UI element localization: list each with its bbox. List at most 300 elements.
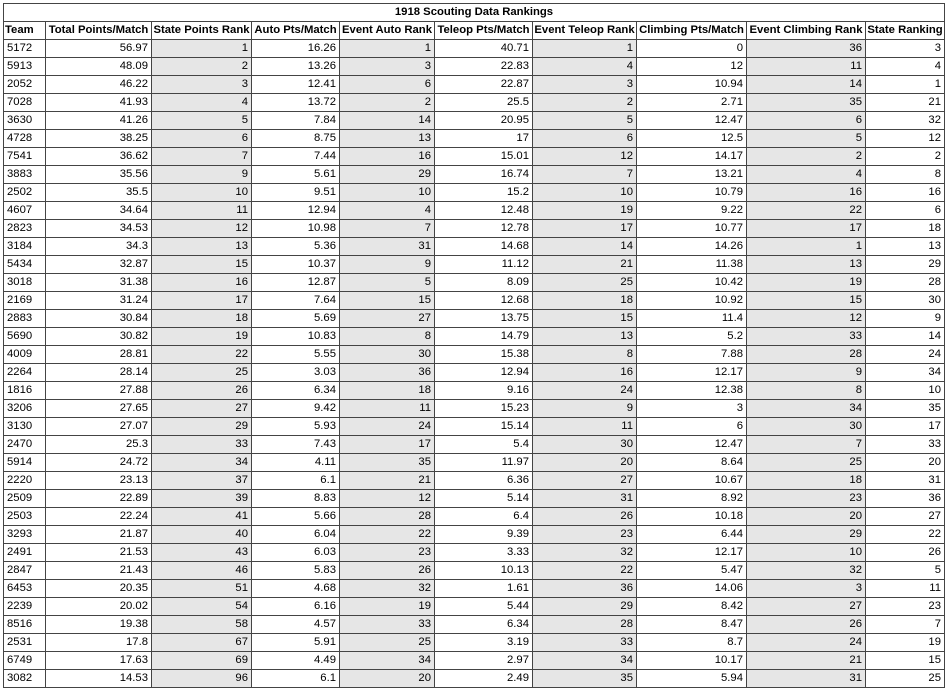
table-cell[interactable]: 31 (747, 670, 866, 688)
table-cell[interactable]: 32 (533, 544, 637, 562)
table-cell[interactable]: 6.16 (252, 598, 340, 616)
table-cell[interactable]: 35 (340, 454, 435, 472)
table-cell[interactable]: 20.02 (46, 598, 152, 616)
table-cell[interactable]: 14 (533, 238, 637, 256)
table-cell[interactable]: 33 (866, 436, 945, 454)
table-cell[interactable]: 41.26 (46, 112, 152, 130)
table-cell[interactable]: 17 (152, 292, 252, 310)
table-row[interactable] (4, 508, 945, 526)
table-cell[interactable]: 3 (747, 580, 866, 598)
table-cell[interactable]: 9.51 (252, 184, 340, 202)
table-cell[interactable]: 29 (152, 418, 252, 436)
table-cell[interactable]: 32 (866, 112, 945, 130)
table-row[interactable] (4, 526, 945, 544)
table-row[interactable] (4, 274, 945, 292)
table-cell[interactable]: 10.79 (637, 184, 747, 202)
table-cell[interactable]: 34 (533, 652, 637, 670)
table-cell[interactable]: 35.56 (46, 166, 152, 184)
table-cell[interactable]: 13 (340, 130, 435, 148)
table-cell[interactable]: 25.3 (46, 436, 152, 454)
table-cell[interactable]: 12 (152, 220, 252, 238)
table-cell[interactable]: 7.84 (252, 112, 340, 130)
table-cell[interactable]: 8 (533, 346, 637, 364)
table-row[interactable] (4, 94, 945, 112)
table-cell[interactable]: 9 (152, 166, 252, 184)
table-cell[interactable]: 1 (866, 76, 945, 94)
table-row[interactable] (4, 544, 945, 562)
table-row[interactable] (4, 220, 945, 238)
table-cell[interactable]: 28 (533, 616, 637, 634)
table-cell[interactable]: 14.53 (46, 670, 152, 688)
table-cell[interactable]: 2 (340, 94, 435, 112)
table-cell[interactable]: 35 (533, 670, 637, 688)
table-cell[interactable]: 36 (866, 490, 945, 508)
table-cell[interactable]: 14 (340, 112, 435, 130)
table-cell[interactable]: 18 (747, 472, 866, 490)
table-cell[interactable]: 12 (533, 148, 637, 166)
table-cell[interactable]: 27 (152, 400, 252, 418)
table-cell[interactable]: 13.72 (252, 94, 340, 112)
table-cell[interactable]: 15.01 (435, 148, 533, 166)
table-cell[interactable]: 2491 (4, 544, 46, 562)
table-cell[interactable]: 10.37 (252, 256, 340, 274)
table-cell[interactable]: 17 (747, 220, 866, 238)
table-cell[interactable]: 34 (747, 400, 866, 418)
table-cell[interactable]: 2502 (4, 184, 46, 202)
table-cell[interactable]: 24.72 (46, 454, 152, 472)
table-cell[interactable]: 3 (533, 76, 637, 94)
table-row[interactable] (4, 580, 945, 598)
table-cell[interactable]: 21 (747, 652, 866, 670)
table-cell[interactable]: 1816 (4, 382, 46, 400)
table-cell[interactable]: 4607 (4, 202, 46, 220)
table-cell[interactable]: 13 (533, 328, 637, 346)
table-cell[interactable]: 8516 (4, 616, 46, 634)
table-cell[interactable]: 19 (866, 634, 945, 652)
table-cell[interactable]: 8.75 (252, 130, 340, 148)
table-cell[interactable]: 12.41 (252, 76, 340, 94)
table-cell[interactable]: 22.83 (435, 58, 533, 76)
table-cell[interactable]: 41 (152, 508, 252, 526)
table-cell[interactable]: 14.17 (637, 148, 747, 166)
table-cell[interactable]: 26 (533, 508, 637, 526)
table-cell[interactable]: 25 (340, 634, 435, 652)
table-cell[interactable]: 6453 (4, 580, 46, 598)
table-cell[interactable]: 3 (152, 76, 252, 94)
table-cell[interactable]: 3883 (4, 166, 46, 184)
table-cell[interactable]: 54 (152, 598, 252, 616)
table-cell[interactable]: 12.17 (637, 364, 747, 382)
table-cell[interactable]: 35 (747, 94, 866, 112)
table-cell[interactable]: 9 (747, 364, 866, 382)
table-row[interactable] (4, 130, 945, 148)
table-cell[interactable]: 31 (340, 238, 435, 256)
table-row[interactable] (4, 598, 945, 616)
table-cell[interactable]: 8.92 (637, 490, 747, 508)
table-cell[interactable]: 13.21 (637, 166, 747, 184)
table-cell[interactable]: 10.13 (435, 562, 533, 580)
table-cell[interactable]: 10.42 (637, 274, 747, 292)
table-cell[interactable]: 10.98 (252, 220, 340, 238)
table-row[interactable] (4, 256, 945, 274)
table-row[interactable] (4, 634, 945, 652)
table-cell[interactable]: 37 (152, 472, 252, 490)
table-row[interactable] (4, 58, 945, 76)
table-cell[interactable]: 27.88 (46, 382, 152, 400)
table-cell[interactable]: 5690 (4, 328, 46, 346)
table-cell[interactable]: 4 (866, 58, 945, 76)
table-cell[interactable]: 10.92 (637, 292, 747, 310)
table-cell[interactable]: 39 (152, 490, 252, 508)
table-cell[interactable]: 21.53 (46, 544, 152, 562)
table-cell[interactable]: 4009 (4, 346, 46, 364)
table-row[interactable] (4, 436, 945, 454)
table-cell[interactable]: 5.66 (252, 508, 340, 526)
table-cell[interactable]: 9.39 (435, 526, 533, 544)
table-cell[interactable]: 22 (340, 526, 435, 544)
table-row[interactable] (4, 418, 945, 436)
table-cell[interactable]: 19 (533, 202, 637, 220)
table-cell[interactable]: 11 (866, 580, 945, 598)
table-cell[interactable]: 15 (533, 310, 637, 328)
table-cell[interactable]: 20 (747, 508, 866, 526)
table-cell[interactable]: 9.22 (637, 202, 747, 220)
table-cell[interactable]: 8.42 (637, 598, 747, 616)
table-cell[interactable]: 25 (747, 454, 866, 472)
table-cell[interactable]: 16 (747, 184, 866, 202)
table-cell[interactable]: 3082 (4, 670, 46, 688)
table-cell[interactable]: 12 (637, 58, 747, 76)
table-cell[interactable]: 24 (747, 634, 866, 652)
table-cell[interactable]: 3018 (4, 274, 46, 292)
table-cell[interactable]: 14.79 (435, 328, 533, 346)
table-cell[interactable]: 51 (152, 580, 252, 598)
table-cell[interactable]: 35.5 (46, 184, 152, 202)
table-cell[interactable]: 5434 (4, 256, 46, 274)
table-cell[interactable]: 20 (340, 670, 435, 688)
table-cell[interactable]: 1.61 (435, 580, 533, 598)
table-cell[interactable]: 6.1 (252, 472, 340, 490)
table-cell[interactable]: 4 (340, 202, 435, 220)
table-cell[interactable]: 41.93 (46, 94, 152, 112)
table-cell[interactable]: 4 (533, 58, 637, 76)
table-cell[interactable]: 27 (533, 472, 637, 490)
table-cell[interactable]: 3.19 (435, 634, 533, 652)
table-cell[interactable]: 7028 (4, 94, 46, 112)
table-cell[interactable]: 21 (533, 256, 637, 274)
table-cell[interactable]: 5 (533, 112, 637, 130)
table-row[interactable] (4, 328, 945, 346)
table-cell[interactable]: 5.2 (637, 328, 747, 346)
table-cell[interactable]: 3184 (4, 238, 46, 256)
table-cell[interactable]: 7541 (4, 148, 46, 166)
table-cell[interactable]: 6.03 (252, 544, 340, 562)
table-cell[interactable]: 2 (747, 148, 866, 166)
table-cell[interactable]: 10.83 (252, 328, 340, 346)
table-cell[interactable]: 29 (747, 526, 866, 544)
table-cell[interactable]: 46 (152, 562, 252, 580)
table-cell[interactable]: 6.04 (252, 526, 340, 544)
table-cell[interactable]: 16.26 (252, 40, 340, 58)
table-cell[interactable]: 30.82 (46, 328, 152, 346)
table-cell[interactable]: 27 (340, 310, 435, 328)
table-cell[interactable]: 2.71 (637, 94, 747, 112)
table-cell[interactable]: 8 (747, 382, 866, 400)
table-cell[interactable]: 4.49 (252, 652, 340, 670)
table-cell[interactable]: 10.77 (637, 220, 747, 238)
table-cell[interactable]: 2 (533, 94, 637, 112)
table-cell[interactable]: 7.88 (637, 346, 747, 364)
table-cell[interactable]: 22.89 (46, 490, 152, 508)
table-cell[interactable]: 10.67 (637, 472, 747, 490)
table-cell[interactable]: 29 (340, 166, 435, 184)
table-cell[interactable]: 9.16 (435, 382, 533, 400)
table-cell[interactable]: 6 (637, 418, 747, 436)
table-cell[interactable]: 27.07 (46, 418, 152, 436)
table-cell[interactable]: 36 (533, 580, 637, 598)
table-cell[interactable]: 0 (637, 40, 747, 58)
table-cell[interactable]: 67 (152, 634, 252, 652)
table-cell[interactable]: 10 (152, 184, 252, 202)
table-cell[interactable]: 5.44 (435, 598, 533, 616)
table-cell[interactable]: 15.2 (435, 184, 533, 202)
table-cell[interactable]: 3630 (4, 112, 46, 130)
table-cell[interactable]: 34.53 (46, 220, 152, 238)
table-cell[interactable]: 19 (747, 274, 866, 292)
table-cell[interactable]: 2.97 (435, 652, 533, 670)
table-cell[interactable]: 17.63 (46, 652, 152, 670)
table-cell[interactable]: 58 (152, 616, 252, 634)
table-cell[interactable]: 30 (866, 292, 945, 310)
table-cell[interactable]: 1 (533, 40, 637, 58)
table-cell[interactable]: 34 (340, 652, 435, 670)
table-row[interactable] (4, 346, 945, 364)
table-cell[interactable]: 27.65 (46, 400, 152, 418)
table-cell[interactable]: 19 (152, 328, 252, 346)
table-cell[interactable]: 29 (533, 598, 637, 616)
table-cell[interactable]: 8 (866, 166, 945, 184)
table-cell[interactable]: 26 (340, 562, 435, 580)
column-header[interactable]: Auto Pts/Match (252, 22, 340, 40)
table-cell[interactable]: 10.18 (637, 508, 747, 526)
table-row[interactable] (4, 310, 945, 328)
column-header[interactable]: Event Climbing Rank (747, 22, 866, 40)
table-cell[interactable]: 34.3 (46, 238, 152, 256)
table-cell[interactable]: 5.91 (252, 634, 340, 652)
table-cell[interactable]: 11 (747, 58, 866, 76)
table-cell[interactable]: 14 (747, 76, 866, 94)
table-cell[interactable]: 6 (533, 130, 637, 148)
table-cell[interactable]: 9.42 (252, 400, 340, 418)
column-header[interactable]: Teleop Pts/Match (435, 22, 533, 40)
table-cell[interactable]: 34 (866, 364, 945, 382)
table-row[interactable] (4, 400, 945, 418)
table-cell[interactable]: 31 (533, 490, 637, 508)
table-cell[interactable]: 3 (340, 58, 435, 76)
table-cell[interactable]: 6749 (4, 652, 46, 670)
table-cell[interactable]: 30 (747, 418, 866, 436)
table-cell[interactable]: 3130 (4, 418, 46, 436)
table-cell[interactable]: 17 (340, 436, 435, 454)
table-cell[interactable]: 26 (866, 544, 945, 562)
table-cell[interactable]: 22 (747, 202, 866, 220)
table-cell[interactable]: 7.64 (252, 292, 340, 310)
table-cell[interactable]: 33 (152, 436, 252, 454)
table-cell[interactable]: 38.25 (46, 130, 152, 148)
table-cell[interactable]: 16 (152, 274, 252, 292)
table-cell[interactable]: 3.03 (252, 364, 340, 382)
table-cell[interactable]: 5.61 (252, 166, 340, 184)
table-row[interactable] (4, 382, 945, 400)
table-cell[interactable]: 24 (533, 382, 637, 400)
table-cell[interactable]: 48.09 (46, 58, 152, 76)
table-cell[interactable]: 40 (152, 526, 252, 544)
table-cell[interactable]: 18 (152, 310, 252, 328)
table-cell[interactable]: 30 (340, 346, 435, 364)
column-header[interactable]: Team (4, 22, 46, 40)
table-cell[interactable]: 12.94 (252, 202, 340, 220)
table-cell[interactable]: 22.24 (46, 508, 152, 526)
column-header[interactable]: Climbing Pts/Match (637, 22, 747, 40)
table-cell[interactable]: 8.7 (637, 634, 747, 652)
table-cell[interactable]: 5.14 (435, 490, 533, 508)
table-cell[interactable]: 6.36 (435, 472, 533, 490)
table-cell[interactable]: 23 (340, 544, 435, 562)
table-cell[interactable]: 8.64 (637, 454, 747, 472)
table-cell[interactable]: 34.64 (46, 202, 152, 220)
table-cell[interactable]: 15 (866, 652, 945, 670)
table-cell[interactable]: 6.34 (252, 382, 340, 400)
table-cell[interactable]: 15 (340, 292, 435, 310)
column-header[interactable]: Total Points/Match (46, 22, 152, 40)
table-cell[interactable]: 25 (152, 364, 252, 382)
table-cell[interactable]: 2220 (4, 472, 46, 490)
table-cell[interactable]: 11 (152, 202, 252, 220)
table-cell[interactable]: 17 (866, 418, 945, 436)
table-row[interactable] (4, 184, 945, 202)
column-header[interactable]: Event Teleop Rank (533, 22, 637, 40)
table-cell[interactable]: 7.44 (252, 148, 340, 166)
table-cell[interactable]: 20.35 (46, 580, 152, 598)
table-cell[interactable]: 16 (340, 148, 435, 166)
table-cell[interactable]: 8.47 (637, 616, 747, 634)
table-cell[interactable]: 24 (866, 346, 945, 364)
table-cell[interactable]: 8.83 (252, 490, 340, 508)
table-cell[interactable]: 13.75 (435, 310, 533, 328)
table-cell[interactable]: 10.94 (637, 76, 747, 94)
table-cell[interactable]: 17.8 (46, 634, 152, 652)
table-cell[interactable]: 2847 (4, 562, 46, 580)
table-cell[interactable]: 2 (152, 58, 252, 76)
table-cell[interactable]: 21 (340, 472, 435, 490)
table-cell[interactable]: 12 (340, 490, 435, 508)
table-cell[interactable]: 5.47 (637, 562, 747, 580)
table-cell[interactable]: 32 (340, 580, 435, 598)
table-cell[interactable]: 7 (533, 166, 637, 184)
table-cell[interactable]: 4 (747, 166, 866, 184)
table-cell[interactable]: 15.23 (435, 400, 533, 418)
table-cell[interactable]: 12.94 (435, 364, 533, 382)
table-cell[interactable]: 16 (533, 364, 637, 382)
table-cell[interactable]: 7 (866, 616, 945, 634)
table-cell[interactable]: 28.81 (46, 346, 152, 364)
table-cell[interactable]: 26 (747, 616, 866, 634)
table-cell[interactable]: 12.5 (637, 130, 747, 148)
table-row[interactable] (4, 670, 945, 688)
table-row[interactable] (4, 112, 945, 130)
table-row[interactable] (4, 562, 945, 580)
table-cell[interactable]: 18 (533, 292, 637, 310)
table-cell[interactable]: 16.74 (435, 166, 533, 184)
column-header[interactable]: State Points Rank (152, 22, 252, 40)
table-cell[interactable]: 22 (533, 562, 637, 580)
table-cell[interactable]: 5.93 (252, 418, 340, 436)
table-cell[interactable]: 10 (340, 184, 435, 202)
table-cell[interactable]: 10.17 (637, 652, 747, 670)
table-cell[interactable]: 33 (340, 616, 435, 634)
table-cell[interactable]: 5 (340, 274, 435, 292)
table-cell[interactable]: 12.68 (435, 292, 533, 310)
table-cell[interactable]: 5.69 (252, 310, 340, 328)
table-cell[interactable]: 6 (866, 202, 945, 220)
table-row[interactable] (4, 76, 945, 94)
table-cell[interactable]: 96 (152, 670, 252, 688)
table-cell[interactable]: 4.57 (252, 616, 340, 634)
table-row[interactable] (4, 616, 945, 634)
table-cell[interactable]: 13 (152, 238, 252, 256)
table-cell[interactable]: 7 (747, 436, 866, 454)
table-cell[interactable]: 3 (866, 40, 945, 58)
table-cell[interactable]: 12.87 (252, 274, 340, 292)
table-cell[interactable]: 21.43 (46, 562, 152, 580)
table-cell[interactable]: 9 (533, 400, 637, 418)
table-cell[interactable]: 20 (533, 454, 637, 472)
table-cell[interactable]: 24 (340, 418, 435, 436)
table-cell[interactable]: 12.17 (637, 544, 747, 562)
table-cell[interactable]: 25 (533, 274, 637, 292)
table-cell[interactable]: 22 (152, 346, 252, 364)
table-row[interactable] (4, 364, 945, 382)
table-cell[interactable]: 27 (866, 508, 945, 526)
table-cell[interactable]: 15.38 (435, 346, 533, 364)
table-cell[interactable]: 14 (866, 328, 945, 346)
table-cell[interactable]: 5.4 (435, 436, 533, 454)
table-cell[interactable]: 13 (747, 256, 866, 274)
table-cell[interactable]: 15 (747, 292, 866, 310)
table-cell[interactable]: 8 (340, 328, 435, 346)
table-cell[interactable]: 36.62 (46, 148, 152, 166)
table-cell[interactable]: 31.38 (46, 274, 152, 292)
table-cell[interactable]: 14.68 (435, 238, 533, 256)
table-cell[interactable]: 12 (866, 130, 945, 148)
table-cell[interactable]: 36 (747, 40, 866, 58)
table-cell[interactable]: 46.22 (46, 76, 152, 94)
table-cell[interactable]: 11.38 (637, 256, 747, 274)
table-cell[interactable]: 36 (340, 364, 435, 382)
table-row[interactable] (4, 166, 945, 184)
table-cell[interactable]: 9 (866, 310, 945, 328)
table-cell[interactable]: 4.68 (252, 580, 340, 598)
table-cell[interactable]: 28 (340, 508, 435, 526)
table-cell[interactable]: 6 (152, 130, 252, 148)
table-row[interactable] (4, 202, 945, 220)
table-cell[interactable]: 26 (152, 382, 252, 400)
table-cell[interactable]: 30 (533, 436, 637, 454)
table-cell[interactable]: 1 (152, 40, 252, 58)
table-cell[interactable]: 5 (866, 562, 945, 580)
table-cell[interactable]: 1 (340, 40, 435, 58)
table-cell[interactable]: 5914 (4, 454, 46, 472)
